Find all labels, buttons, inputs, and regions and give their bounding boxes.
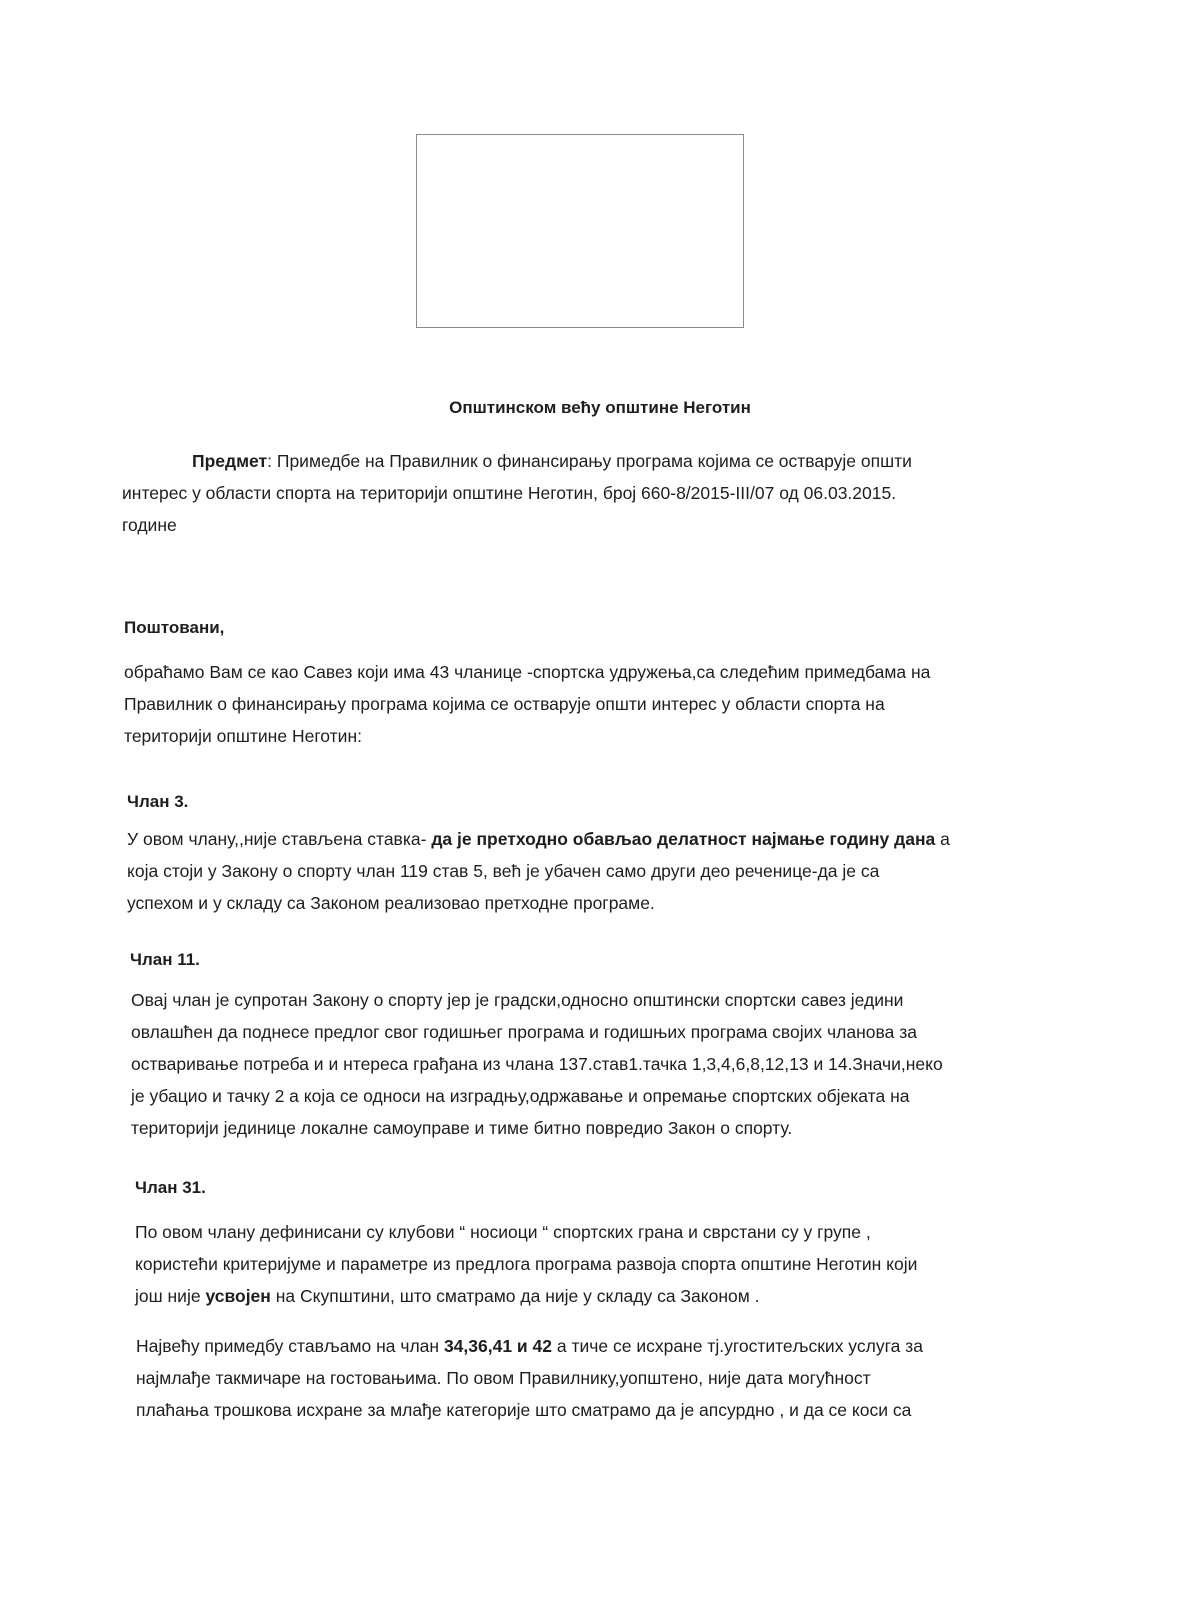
article-11-line-2: овлашћен да поднесе предлог свог годишњег програма и годишњих програма својих чланова за <box>131 1022 917 1042</box>
subject-line-3: године <box>122 515 177 535</box>
article-11-line-1: Овај члан је супротан Закону о спорту јер је градски,односно општински спортски савез једини <box>131 990 904 1010</box>
subject-paragraph <box>122 445 1082 541</box>
stamp-box <box>416 134 744 328</box>
article-11-paragraph <box>131 984 943 1144</box>
article-3-text-post: а <box>935 829 950 849</box>
subject-label: Предмет <box>192 451 268 471</box>
article-3-paragraph <box>127 823 950 919</box>
article-3-line-1 <box>127 823 950 855</box>
article-11-line-5: територији јединице локалне самоуправе и тиме битно повредио Закон о спорту. <box>131 1118 793 1138</box>
article-31-text-pre: још није <box>135 1286 206 1306</box>
article-31-paragraph <box>135 1216 917 1312</box>
article-31-emphasis: усвојен <box>205 1286 271 1306</box>
article-3-line-2: која стоји у Закону о спорту члан 119 став 5, већ је убачен само други део реченице-да је са <box>127 861 880 881</box>
article-31-line-3 <box>135 1280 917 1312</box>
article-3-emphasis: да је претходно обављао делатност најмање годину дана <box>431 829 936 849</box>
remark-text-post: а тиче се исхране тј.угоститељских услуга за <box>552 1336 923 1356</box>
salutation: Поштовани, <box>124 618 225 637</box>
intro-line-3: територији општине Неготин: <box>124 726 362 746</box>
article-31-title: Члан 31. <box>135 1178 206 1197</box>
article-31-line-1: По овом члану дефинисани су клубови “ носиоци “ спортских грана и сврстани су у групе , <box>135 1222 871 1242</box>
remark-text-pre: Највећу примедбу стављамо на члан <box>136 1336 444 1356</box>
article-31-line-2: користећи критеријуме и параметре из предлога програма развоја спорта општине Неготин који <box>135 1254 918 1274</box>
subject-line-2: интерес у области спорта на територији општине Неготин, број 660-8/2015-III/07 од 06.03.2015. <box>122 483 897 503</box>
remark-emphasis: 34,36,41 и 42 <box>443 1336 553 1356</box>
intro-line-2: Правилник о финансирању програма којима се остварује општи интерес у области спорта на <box>124 694 885 714</box>
article-31-text-post: на Скупштини, што сматрамо да није у складу са Законом . <box>270 1286 760 1306</box>
subject-text-1: : Примедбе на Правилник о финансирању програма којима се остварује општи <box>267 451 912 471</box>
article-3-text-pre: У овом члану,,није стављена ставка- <box>127 829 432 849</box>
remark-line-1 <box>136 1330 923 1362</box>
recipient-heading: Општинском већу општине Неготин <box>449 398 751 417</box>
intro-paragraph <box>124 656 930 752</box>
article-11-line-3: остваривање потреба и и нтереса грађана из члана 137.став1.тачка 1,3,4,6,8,12,13 и 14.Значи,неко <box>131 1054 943 1074</box>
intro-line-1: обраћамо Вам се као Савез који има 43 чланице -спортска удружења,са следећим примедбама на <box>124 662 931 682</box>
article-3-title: Члан 3. <box>127 792 189 811</box>
article-11-line-4: је убацио и тачку 2 а која се односи на изградњу,одржавање и опремање спортских објеката на <box>131 1086 910 1106</box>
article-3-line-3: успехом и у складу са Законом реализовао претходне програме. <box>127 893 655 913</box>
article-11-title: Члан 11. <box>130 950 200 969</box>
remark-line-2: најмлађе такмичаре на гостовањима. По овом Правилнику,уопштено, није дата могућност <box>136 1368 871 1388</box>
remark-line-3: плаћања трошкова исхране за млађе категорије што сматрамо да је апсурдно , и да се коси са <box>136 1400 912 1420</box>
remark-paragraph <box>136 1330 923 1426</box>
subject-line-1 <box>122 445 1082 477</box>
